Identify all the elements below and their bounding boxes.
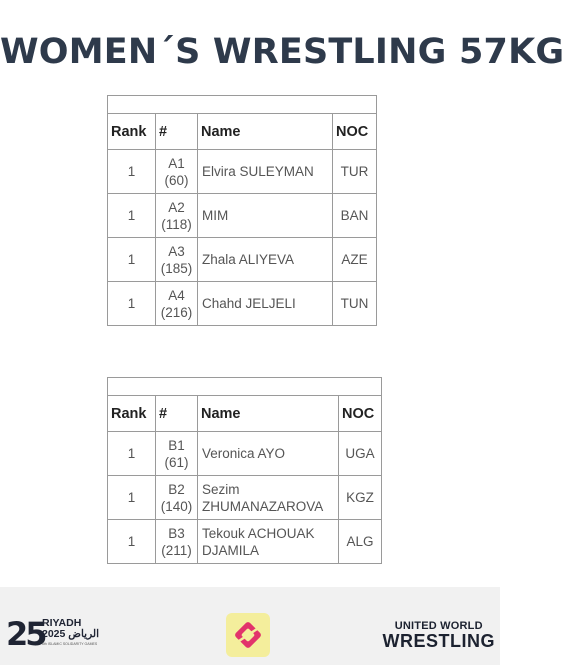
sponsor-footer [0, 587, 500, 665]
noc-header: NOC [339, 396, 382, 432]
rank-cell: 1 [108, 282, 156, 326]
number-cell [156, 282, 198, 326]
draw-code: A4 [168, 287, 185, 303]
table-row [108, 432, 382, 476]
athlete-name-line-1: Veronica AYO [202, 446, 286, 461]
pool-header-blank-row [108, 378, 382, 396]
seed-number: (118) [161, 216, 192, 232]
rank-cell: 1 [108, 194, 156, 238]
draw-code: A3 [168, 243, 185, 259]
riyadh-logo-year: 2025 الرياض [42, 628, 100, 640]
noc-cell: AZE [333, 238, 377, 282]
table-row [108, 150, 377, 194]
seed-number: (211) [161, 542, 192, 558]
rank-cell: 1 [108, 238, 156, 282]
athlete-name: MIM [198, 194, 333, 238]
draw-code: A1 [168, 155, 185, 171]
noc-cell: UGA [339, 432, 382, 476]
seed-number: (140) [160, 498, 193, 514]
uww-logo-line-2: WRESTLING [382, 631, 495, 651]
athlete-name-line-2: DJAMILA [202, 542, 260, 558]
united-world-wrestling-logo [383, 620, 496, 650]
table-row [108, 194, 377, 238]
athlete-name: Elvira SULEYMAN [198, 150, 333, 194]
games-emblem-icon [226, 613, 270, 657]
number-cell [156, 238, 198, 282]
column-header-row [108, 114, 377, 150]
athlete-name-line-1: Sezim [202, 481, 240, 497]
athlete-name [198, 520, 339, 564]
name-header: Name [198, 114, 333, 150]
riyadh-logo-tagline: 6th ISLAMIC SOLIDARITY GAMES [42, 642, 98, 646]
noc-cell: BAN [333, 194, 377, 238]
athlete-name-line-1: Tekouk ACHOUAK [202, 525, 315, 541]
name-header: Name [198, 396, 339, 432]
number-cell [156, 476, 198, 520]
noc-cell: KGZ [339, 476, 382, 520]
number-header: # [156, 396, 198, 432]
pool-header-blank-row [108, 96, 377, 114]
draw-code: A2 [168, 199, 185, 215]
seed-number: (185) [160, 260, 193, 276]
noc-cell: TUN [333, 282, 377, 326]
athlete-name-line-2: ZHUMANAZAROVA [202, 498, 324, 514]
draw-code: B2 [168, 481, 185, 497]
athlete-name: Zhala ALIYEVA [198, 238, 333, 282]
uww-logo-line-1: UNITED WORLD [394, 620, 483, 632]
seed-number: (60) [164, 172, 189, 188]
draw-code: B3 [168, 525, 185, 541]
rank-cell: 1 [108, 520, 156, 564]
rank-header: Rank [108, 114, 156, 150]
noc-header: NOC [333, 114, 377, 150]
number-cell [156, 432, 198, 476]
riyadh-logo-name: RIYADH [42, 617, 82, 629]
athlete-name [198, 476, 339, 520]
number-cell [156, 150, 198, 194]
riyadh-logo-number: 25 [6, 615, 45, 653]
athlete-name [198, 432, 339, 476]
emblem-mark-icon [226, 613, 270, 657]
noc-cell: TUR [333, 150, 377, 194]
column-header-row [108, 396, 382, 432]
seed-number: (61) [164, 454, 189, 470]
table-row [108, 238, 377, 282]
noc-cell: ALG [339, 520, 382, 564]
athlete-name: Chahd JELJELI [198, 282, 333, 326]
page-title: WOMEN´S WRESTLING 57KG [0, 32, 564, 72]
rank-cell: 1 [108, 432, 156, 476]
rank-header: Rank [108, 396, 156, 432]
rank-cell: 1 [108, 150, 156, 194]
rank-cell: 1 [108, 476, 156, 520]
riyadh-2025-logo [6, 617, 116, 657]
table-row [108, 282, 377, 326]
seed-number: (216) [160, 304, 193, 320]
draw-code: B1 [168, 437, 185, 453]
table-row [108, 520, 382, 564]
table-row [108, 476, 382, 520]
number-header: # [156, 114, 198, 150]
number-cell [156, 520, 198, 564]
number-cell [156, 194, 198, 238]
riyadh-logo-arabic: الرياض [68, 628, 100, 640]
pool-b-table [107, 377, 382, 564]
pool-a-table [107, 95, 377, 326]
